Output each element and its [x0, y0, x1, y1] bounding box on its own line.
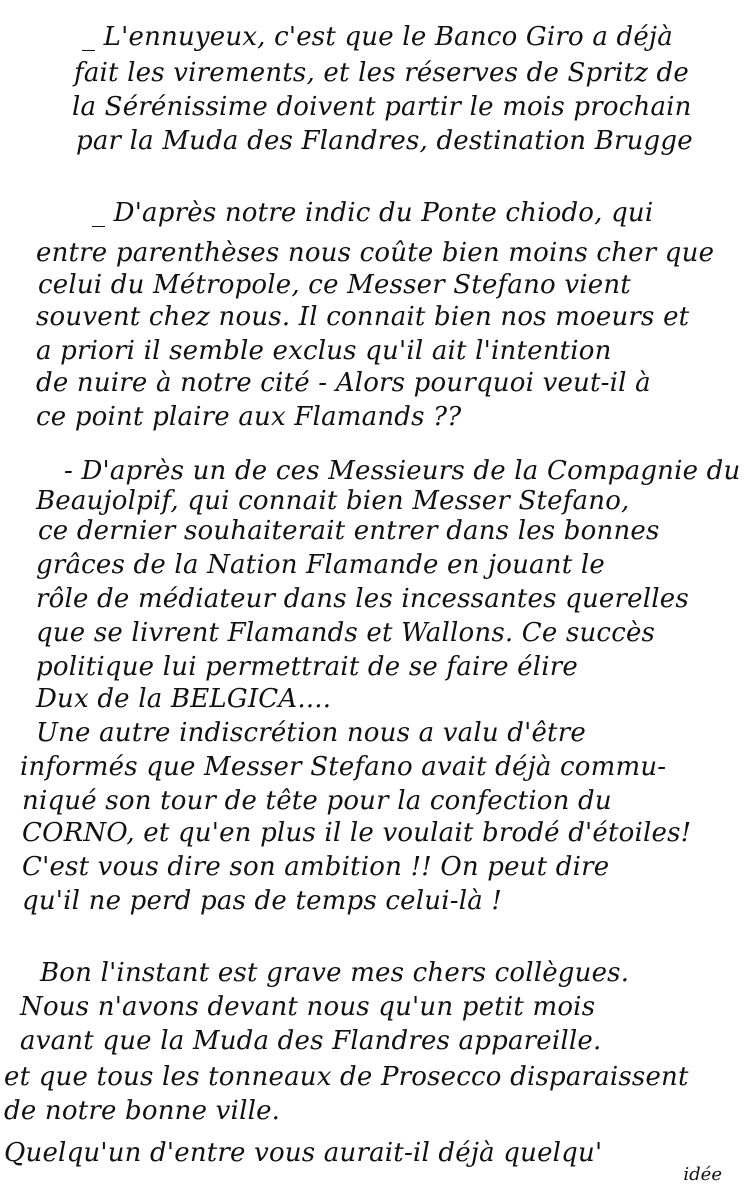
letter-line: - D'après un de ces Messieurs de la Compagnie du	[64, 456, 741, 486]
letter-line: par la Muda des Flandres, destination Brugge	[76, 126, 693, 156]
letter-line: de notre bonne ville.	[4, 1096, 281, 1126]
letter-line: rôle de médiateur dans les incessantes querelles	[36, 584, 689, 614]
letter-line: Dux de la BELGICA....	[36, 684, 332, 714]
letter-line: politique lui permettrait de se faire élire	[36, 652, 578, 682]
letter-line: Bon l'instant est grave mes chers collègues.	[40, 958, 630, 988]
letter-line: souvent chez nous. Il connait bien nos moeurs et	[36, 302, 690, 332]
letter-line: Beaujolpif, qui connait bien Messer Stefano,	[36, 486, 630, 516]
trailing-word: idée	[683, 1164, 722, 1185]
letter-line: que se livrent Flamands et Wallons. Ce succès	[36, 618, 656, 648]
letter-line: informés que Messer Stefano avait déjà commu-	[20, 752, 667, 782]
letter-line: a priori il semble exclus qu'il ait l'intention	[36, 336, 612, 366]
letter-line: qu'il ne perd pas de temps celui-là !	[22, 886, 503, 916]
letter-line: grâces de la Nation Flamande en jouant le	[36, 550, 605, 580]
letter-line: celui du Métropole, ce Messer Stefano vient	[38, 270, 631, 300]
letter-line: Quelqu'un d'entre vous aurait-il déjà quelqu'	[4, 1138, 603, 1168]
letter-line: _ L'ennuyeux, c'est que le Banco Giro a déjà	[82, 22, 673, 52]
letter-line: ce point plaire aux Flamands ??	[36, 402, 462, 432]
letter-line: fait les virements, et les réserves de Spritz de	[74, 58, 689, 88]
letter-line: entre parenthèses nous coûte bien moins cher que	[36, 238, 715, 268]
letter-line: C'est vous dire son ambition !! On peut dire	[22, 852, 610, 882]
letter-line: niqué son tour de tête pour la confection du	[22, 786, 612, 816]
letter-line: Une autre indiscrétion nous a valu d'être	[36, 718, 586, 748]
letter-line: et que tous les tonneaux de Prosecco disparaissent	[4, 1062, 689, 1092]
letter-line: ce dernier souhaiterait entrer dans les bonnes	[38, 516, 660, 546]
letter-line: la Sérénissime doivent partir le mois prochain	[72, 92, 692, 122]
letter-line: _ D'après notre indic du Ponte chiodo, qui	[92, 198, 654, 228]
letter-line: de nuire à notre cité - Alors pourquoi veut-il à	[36, 368, 651, 398]
letter-line: Nous n'avons devant nous qu'un petit mois	[20, 992, 596, 1022]
letter-line: avant que la Muda des Flandres appareille.	[20, 1026, 602, 1056]
letter-line: CORNO, et qu'en plus il le voulait brodé d'étoiles!	[22, 818, 692, 848]
